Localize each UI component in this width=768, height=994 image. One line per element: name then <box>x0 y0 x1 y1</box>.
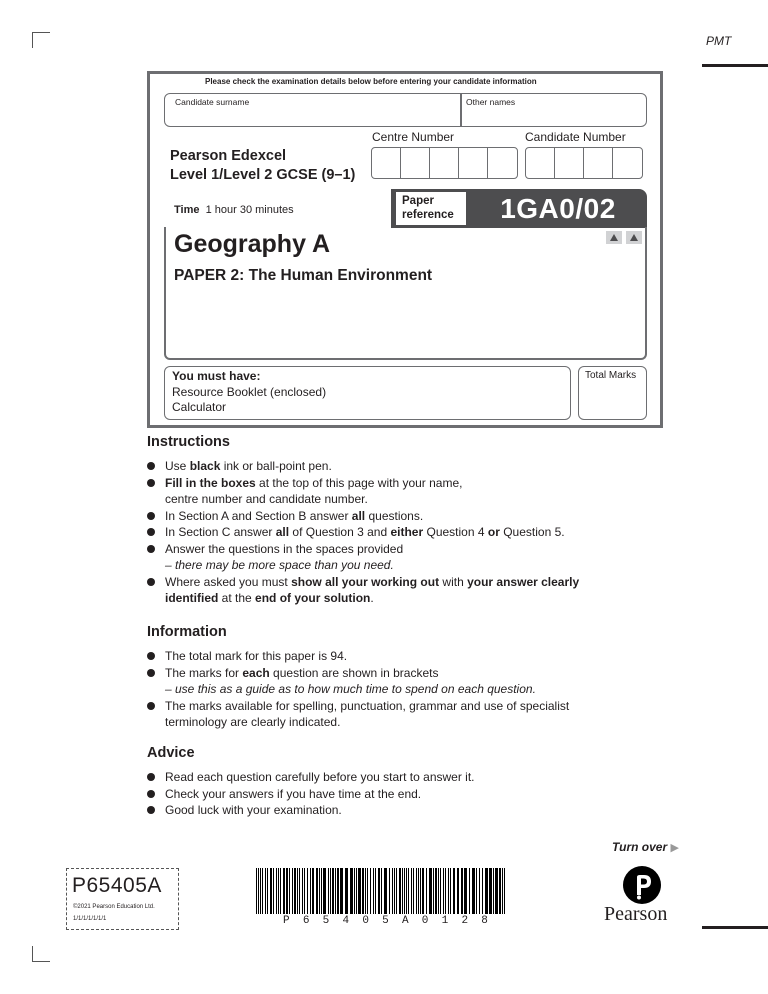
triangle-up-icon <box>606 231 622 244</box>
barcode-bar <box>420 868 421 914</box>
board-name: Pearson Edexcel <box>170 148 287 164</box>
barcode-bar <box>292 868 293 914</box>
list-item: Read each question carefully before you start to answer it. <box>147 769 647 786</box>
barcode-bar <box>270 868 272 914</box>
barcode-bar <box>445 868 446 914</box>
barcode-bar <box>426 868 427 914</box>
barcode-bar <box>461 868 463 914</box>
barcode-bar <box>265 868 266 914</box>
candidate-number-boxes[interactable] <box>525 147 643 179</box>
barcode-bar <box>365 868 366 914</box>
barcode-bar <box>358 868 361 914</box>
barcode-bar <box>283 868 285 914</box>
barcode-bar <box>422 868 424 914</box>
must-have-item: Calculator <box>172 400 227 414</box>
list-item: The marks available for spelling, punctuation, grammar and use of specialist terminology are clearly indicated. <box>147 698 667 731</box>
margin-rule-top <box>702 64 768 67</box>
list-item: In Section C answer all of Question 3 and either Question 4 or Question 5. <box>147 524 647 541</box>
barcode-bar <box>356 868 357 914</box>
list-item: Good luck with your examination. <box>147 802 647 819</box>
barcode-digit: 8 <box>481 915 488 927</box>
must-have-label: You must have: <box>172 369 261 383</box>
subject-title: Geography A <box>174 230 331 258</box>
barcode-bar <box>262 868 263 914</box>
barcode-bar <box>367 868 368 914</box>
exam-board <box>170 147 355 185</box>
turn-over <box>612 840 679 854</box>
list-item: Check your answers if you have time at the end. <box>147 786 647 803</box>
barcode-digit: 1 <box>441 915 449 927</box>
barcode-bar <box>362 868 364 914</box>
paper-reference-label <box>396 192 466 225</box>
paper-title <box>174 267 432 285</box>
barcode-bar <box>476 868 477 914</box>
paper-name: The Human Environment <box>248 267 433 284</box>
list-item: Fill in the boxes at the top of this page with your name, centre number and candidate number. <box>147 475 647 508</box>
barcode-bar <box>485 868 488 914</box>
barcode-bar <box>312 868 314 914</box>
barcode-bar <box>464 868 467 914</box>
barcode-bar <box>438 868 439 914</box>
list-item: The marks for each question are shown in brackets – use this as a guide as to how much time to spend on each question. <box>147 665 667 698</box>
centre-number-label: Centre Number <box>372 130 455 144</box>
list-item: Where asked you must show all your working out with your answer clearly identified at the end of your solution. <box>147 574 647 607</box>
print-code: 1/1/1/1/1/1/1 <box>73 916 107 922</box>
barcode-bar <box>350 868 353 914</box>
barcode-bar <box>256 868 257 914</box>
barcode-bar <box>319 868 320 914</box>
barcode-bar <box>389 868 390 914</box>
barcode-bar <box>381 868 382 914</box>
barcode-bar <box>435 868 437 914</box>
barcode-bar <box>273 868 274 914</box>
list-item: The total mark for this paper is 94. <box>147 648 667 665</box>
barcode-digit: A <box>401 915 409 927</box>
candidate-number-label: Candidate Number <box>525 130 626 144</box>
triangle-up-icon <box>626 231 642 244</box>
barcode-digit: P <box>283 915 290 927</box>
barcode-bar <box>440 868 441 914</box>
copyright: ©2021 Pearson Education Ltd. <box>73 904 155 910</box>
barcode-bar <box>316 868 318 914</box>
barcode-bar <box>399 868 401 914</box>
instructions-list <box>147 458 647 607</box>
barcode-bar <box>443 868 444 914</box>
barcode-bar <box>489 868 492 914</box>
pmt-label: PMT <box>706 34 732 48</box>
centre-number-boxes[interactable] <box>371 147 518 179</box>
candidate-surname-field[interactable]: Candidate surname <box>175 97 250 107</box>
time-label: Time <box>174 204 200 216</box>
barcode-digit: 0 <box>421 915 429 927</box>
barcode-bar <box>402 868 403 914</box>
barcode-bar <box>267 868 268 914</box>
barcode-bar <box>479 868 480 914</box>
barcode-bar <box>328 868 329 914</box>
barcode-bar <box>276 868 277 914</box>
must-have-list <box>172 369 326 416</box>
barcode-bar <box>337 868 339 914</box>
barcode-bar <box>302 868 303 914</box>
barcode-bar <box>260 868 261 914</box>
advice-list <box>147 769 647 819</box>
barcode-bar <box>392 868 393 914</box>
barcode-bar <box>448 868 449 914</box>
barcode-bar <box>304 868 305 914</box>
barcode-bar <box>280 868 281 914</box>
paper-ref-line2: reference <box>402 209 454 221</box>
barcode-bar <box>411 868 412 914</box>
exam-time <box>174 204 294 216</box>
barcode-bar <box>495 868 498 914</box>
crop-mark-bottom-left <box>32 946 50 962</box>
barcode-bar <box>469 868 470 914</box>
barcode-bar <box>307 868 308 914</box>
barcode-bar <box>378 868 380 914</box>
barcode-bar <box>335 868 336 914</box>
barcode-bar <box>375 868 376 914</box>
time-value: 1 hour 30 minutes <box>205 204 294 216</box>
list-item: In Section A and Section B answer all questions. <box>147 508 647 525</box>
barcode-bar <box>457 868 459 914</box>
turn-over-label: Turn over <box>612 840 668 854</box>
crop-mark-top-left <box>32 32 50 48</box>
instructions-heading: Instructions <box>147 434 230 450</box>
barcode-bar <box>373 868 374 914</box>
information-heading: Information <box>147 624 227 640</box>
barcode-digit: 0 <box>362 915 369 927</box>
barcode-bar <box>504 868 505 914</box>
barcode-bar <box>416 868 417 914</box>
barcode-bar <box>286 868 288 914</box>
check-details-note: Please check the examination details below before entering your candidate information <box>205 77 537 86</box>
barcode-bar <box>450 868 451 914</box>
barcode-bar <box>482 868 483 914</box>
paper-ref-line1: Paper <box>402 195 434 207</box>
barcode-bar <box>384 868 387 914</box>
barcode-bar <box>354 868 355 914</box>
barcode-digit: 2 <box>461 915 469 927</box>
barcode-bar <box>294 868 296 914</box>
barcode-bar <box>404 868 405 914</box>
barcode-bar <box>330 868 331 914</box>
barcode-bar <box>310 868 311 914</box>
barcode-digit: 5 <box>382 915 389 927</box>
barcode-bar <box>493 868 494 914</box>
arrow-right-icon: ▶ <box>670 842 679 854</box>
qualification-level: Level 1/Level 2 GCSE (9–1) <box>170 167 356 183</box>
barcode-bar <box>370 868 371 914</box>
barcode-digit: 5 <box>322 915 330 927</box>
barcode-bar <box>472 868 475 914</box>
barcode-bar <box>406 868 407 914</box>
barcode-bar <box>345 868 348 914</box>
barcode-bar <box>408 868 409 914</box>
barcode-bar <box>340 868 343 914</box>
barcode-bar <box>278 868 279 914</box>
barcode-bar <box>453 868 455 914</box>
barcode-bar <box>433 868 434 914</box>
other-names-field[interactable]: Other names <box>466 97 516 107</box>
information-list <box>147 648 667 731</box>
paper-code-footer: P65405A <box>72 874 162 897</box>
paper-number: PAPER 2: <box>174 267 245 284</box>
barcode-bar <box>418 868 419 914</box>
barcode-digit: 4 <box>342 915 350 927</box>
must-have-item: Resource Booklet (enclosed) <box>172 384 327 399</box>
total-marks-label: Total Marks <box>585 370 637 381</box>
barcode-bar <box>396 868 397 914</box>
publisher-name: Pearson <box>604 903 668 925</box>
barcode-bar <box>394 868 395 914</box>
barcode-bar <box>297 868 298 914</box>
list-item: Answer the questions in the spaces provided – there may be more space than you need. <box>147 541 647 574</box>
barcode-digits <box>283 915 488 927</box>
paper-code: 1GA0/02 <box>500 193 616 224</box>
barcode-bar <box>332 868 334 914</box>
names-divider <box>460 93 462 127</box>
barcode-bar <box>289 868 290 914</box>
barcode-bar <box>323 868 326 914</box>
barcode-bar <box>429 868 432 914</box>
barcode-bar <box>499 868 501 914</box>
pearson-logo-icon <box>623 866 661 904</box>
advice-heading: Advice <box>147 745 195 761</box>
margin-rule-bottom <box>702 926 768 929</box>
barcode-digit: 6 <box>302 915 310 927</box>
barcode-bar <box>258 868 259 914</box>
barcode-bar <box>413 868 414 914</box>
barcode-bar <box>321 868 322 914</box>
barcode <box>254 868 510 916</box>
barcode-bar <box>299 868 300 914</box>
list-item: Use black ink or ball-point pen. <box>147 458 647 475</box>
barcode-bar <box>502 868 503 914</box>
